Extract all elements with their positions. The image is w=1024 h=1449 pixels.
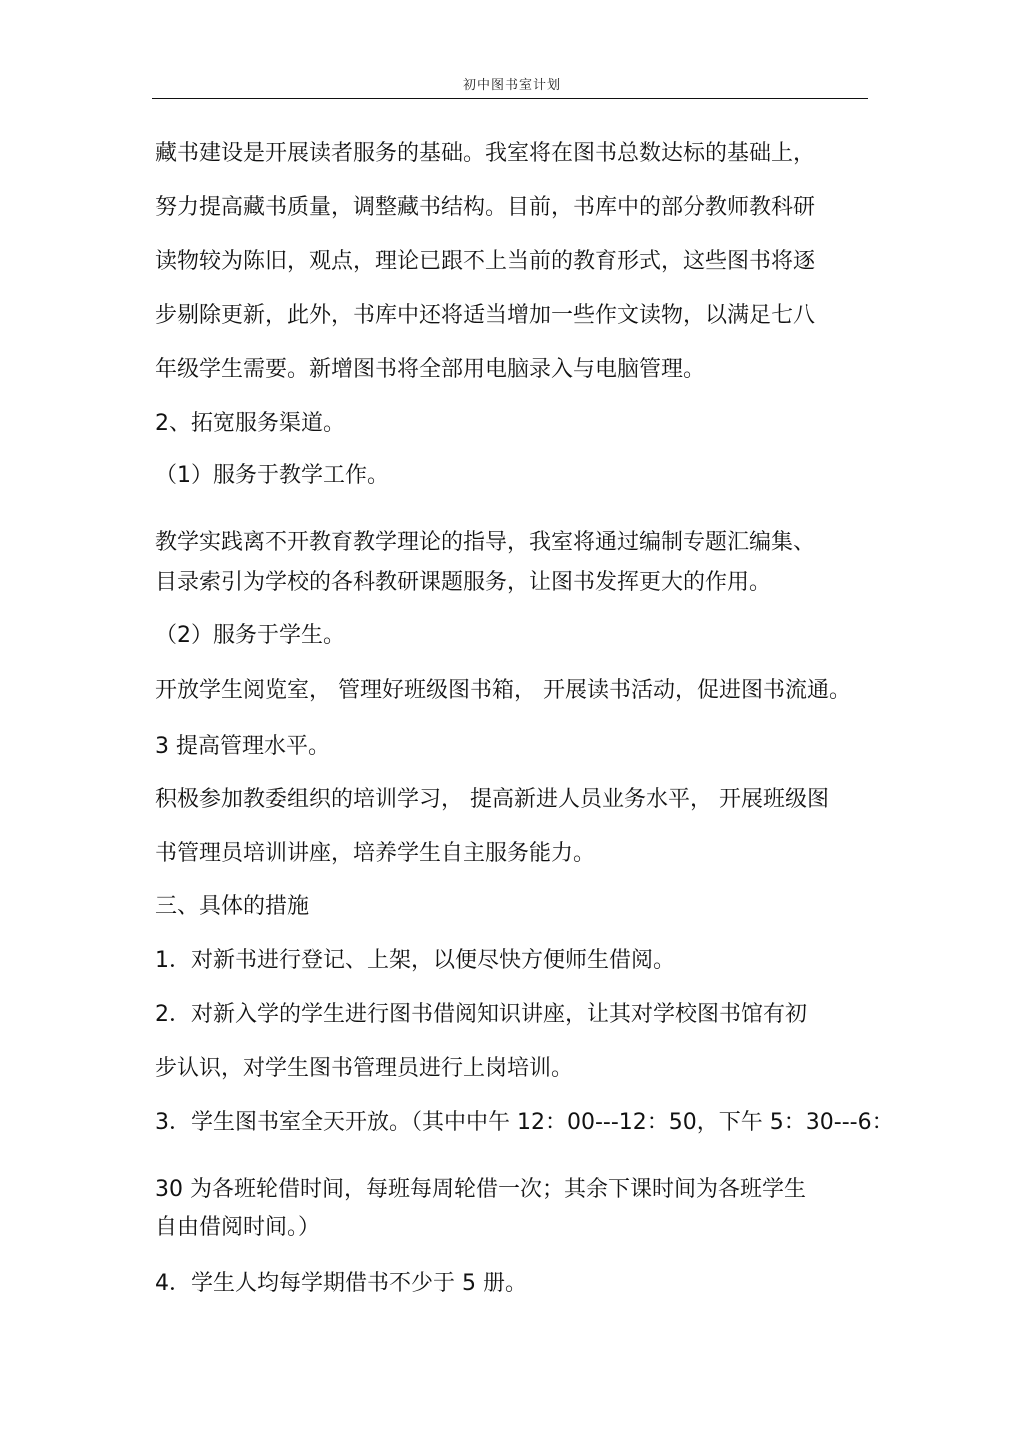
header-divider xyxy=(152,98,868,99)
section-heading: 三、具体的措施 xyxy=(155,894,310,919)
list-item: 3．学生图书室全天开放。（其中中午 12：00---12：50，下午 5：30---6： xyxy=(155,1110,894,1135)
section-heading: 3 提高管理水平。 xyxy=(155,734,330,759)
text-line: 自由借阅时间。） xyxy=(155,1215,321,1240)
list-item: 1．对新书进行登记、上架，以便尽快方便师生借阅。 xyxy=(155,948,675,973)
text-line: 步认识，对学生图书管理员进行上岗培训。 xyxy=(155,1056,574,1081)
text-line: 30 为各班轮借时间，每班每周轮借一次；其余下课时间为各班学生 xyxy=(155,1177,806,1202)
list-item: 4．学生人均每学期借书不少于 5 册。 xyxy=(155,1271,527,1296)
text-line: 努力提高藏书质量，调整藏书结构。目前，书库中的部分教师教科研 xyxy=(155,195,816,220)
text-line: 目录索引为学校的各科教研课题服务，让图书发挥更大的作用。 xyxy=(155,570,772,595)
page-header-title: 初中图书室计划 xyxy=(462,78,561,93)
text-line: 年级学生需要。新增图书将全部用电脑录入与电脑管理。 xyxy=(155,357,706,382)
text-line: 教学实践离不开教育教学理论的指导，我室将通过编制专题汇编集、 xyxy=(155,530,816,555)
section-heading: 2、拓宽服务渠道。 xyxy=(155,411,345,436)
text-line: 积极参加教委组织的培训学习， 提高新进人员业务水平， 开展班级图 xyxy=(155,787,829,812)
list-item: 2．对新入学的学生进行图书借阅知识讲座，让其对学校图书馆有初 xyxy=(155,1002,807,1027)
text-line: 步剔除更新，此外，书库中还将适当增加一些作文读物，以满足七八 xyxy=(155,303,816,328)
subsection-heading: （1）服务于教学工作。 xyxy=(155,463,389,488)
text-line: 书管理员培训讲座，培养学生自主服务能力。 xyxy=(155,841,596,866)
text-line: 开放学生阅览室， 管理好班级图书箱， 开展读书活动，促进图书流通。 xyxy=(155,678,851,703)
subsection-heading: （2）服务于学生。 xyxy=(155,623,345,648)
text-line: 藏书建设是开展读者服务的基础。我室将在图书总数达标的基础上， xyxy=(155,141,816,166)
text-line: 读物较为陈旧，观点，理论已跟不上当前的教育形式，这些图书将逐 xyxy=(155,249,816,274)
